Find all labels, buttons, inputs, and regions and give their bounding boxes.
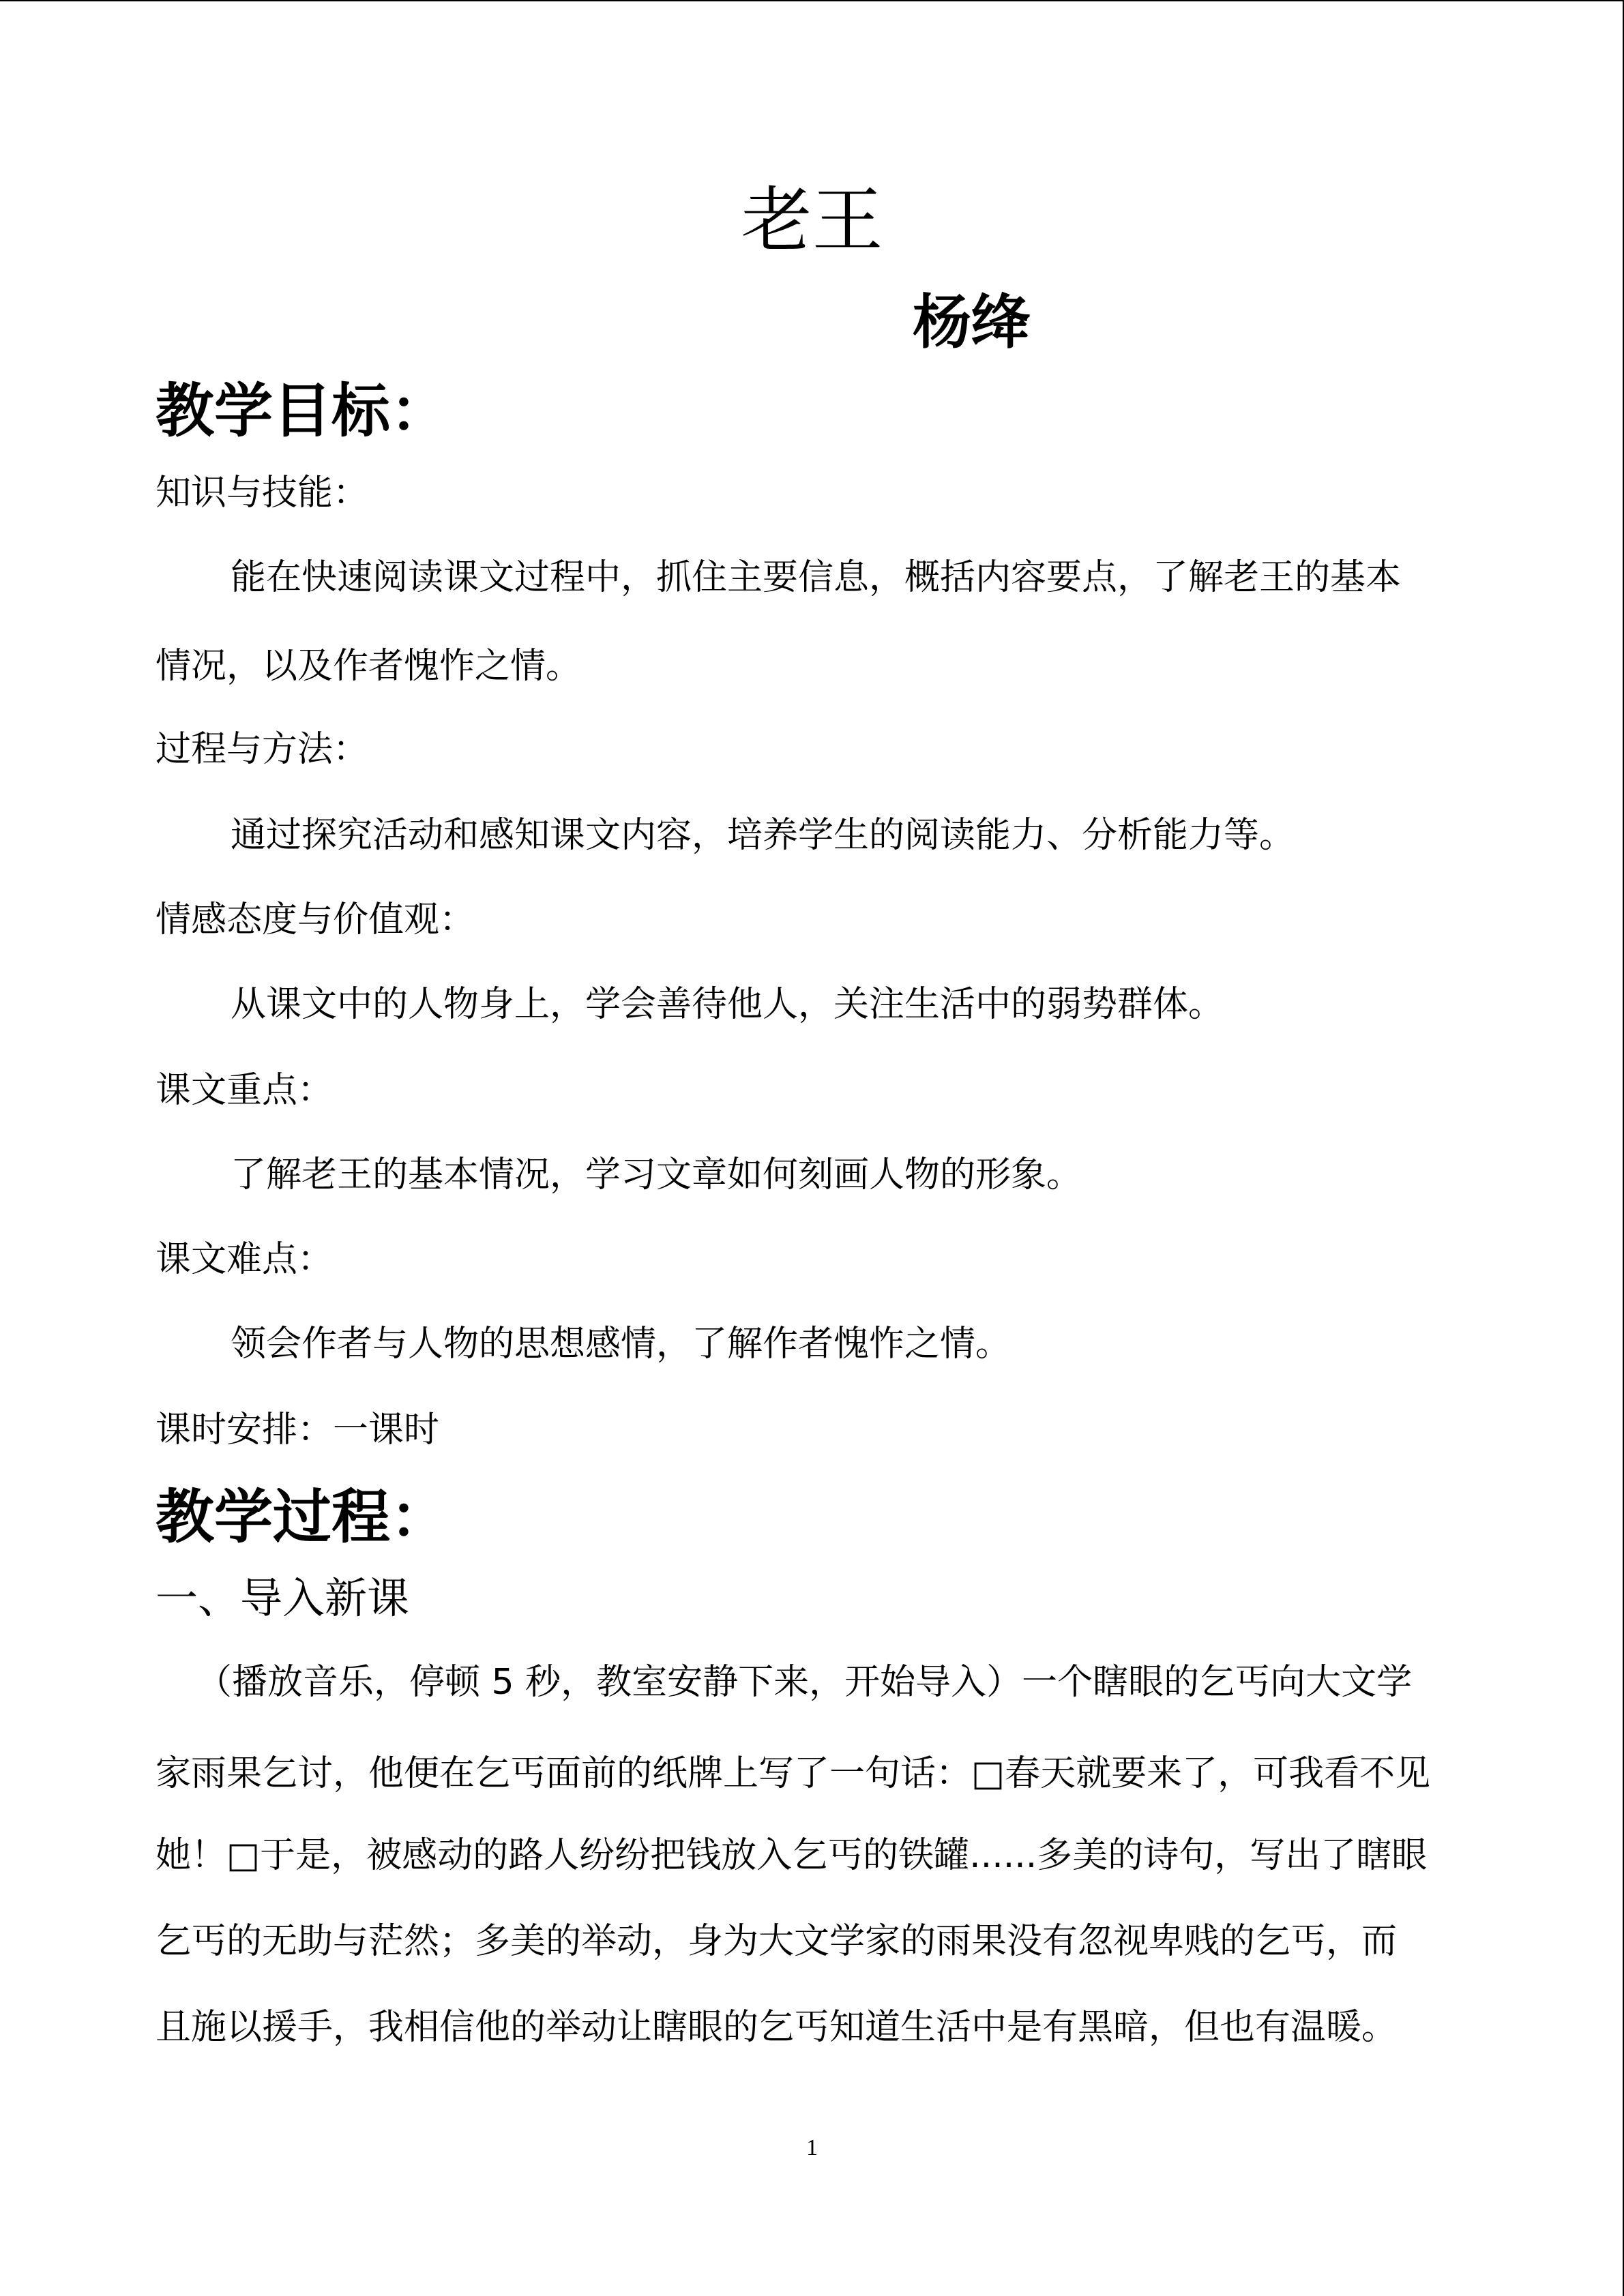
intro-line-5: 且施以援手，我相信他的举动让瞎眼的乞丐知道生活中是有黑暗，但也有温暖。	[156, 2007, 1398, 2048]
key-point-text: 了解老王的基本情况，学习文章如何刻画人物的形象。	[231, 1154, 1082, 1195]
difficulty-label: 课文难点：	[156, 1239, 334, 1280]
knowledge-text-line1: 能在快速阅读课文过程中，抓住主要信息，概括内容要点，了解老王的基本	[231, 557, 1402, 598]
page-number: 1	[806, 2135, 818, 2160]
emotion-label: 情感态度与价值观：	[156, 899, 475, 940]
key-point-label: 课文重点：	[156, 1070, 334, 1111]
section-heading-process: 教学过程：	[156, 1483, 449, 1551]
emotion-text: 从课文中的人物身上，学会善待他人，关注生活中的弱势群体。	[231, 984, 1224, 1025]
intro-line-2: 家雨果乞讨，他便在乞丐面前的纸牌上写了一句话：□春天就要来了，可我看不见	[156, 1753, 1431, 1794]
process-label: 过程与方法：	[156, 729, 369, 770]
document-title: 老王	[741, 179, 883, 262]
schedule-text: 课时安排：一课时	[156, 1410, 440, 1450]
knowledge-text-line2: 情况，以及作者愧怍之情。	[156, 646, 582, 687]
section-heading-objectives: 教学目标：	[156, 377, 449, 445]
step1-heading: 一、导入新课	[156, 1573, 410, 1623]
process-text: 通过探究活动和感知课文内容，培养学生的阅读能力、分析能力等。	[231, 815, 1295, 856]
difficulty-text: 领会作者与人物的思想感情，了解作者愧怍之情。	[231, 1324, 1012, 1365]
intro-line-4: 乞丐的无助与茫然；多美的举动，身为大文学家的雨果没有忽视卑贱的乞丐，而	[156, 1921, 1398, 1962]
knowledge-label: 知识与技能：	[156, 473, 369, 513]
intro-line-1: （播放音乐，停顿 5 秒，教室安静下来，开始导入）一个瞎眼的乞丐向大文学	[196, 1662, 1413, 1703]
intro-line-3: 她！□于是，被感动的路人纷纷把钱放入乞丐的铁罐......多美的诗句，写出了瞎眼	[156, 1835, 1428, 1876]
document-author: 杨绛	[913, 288, 1030, 357]
